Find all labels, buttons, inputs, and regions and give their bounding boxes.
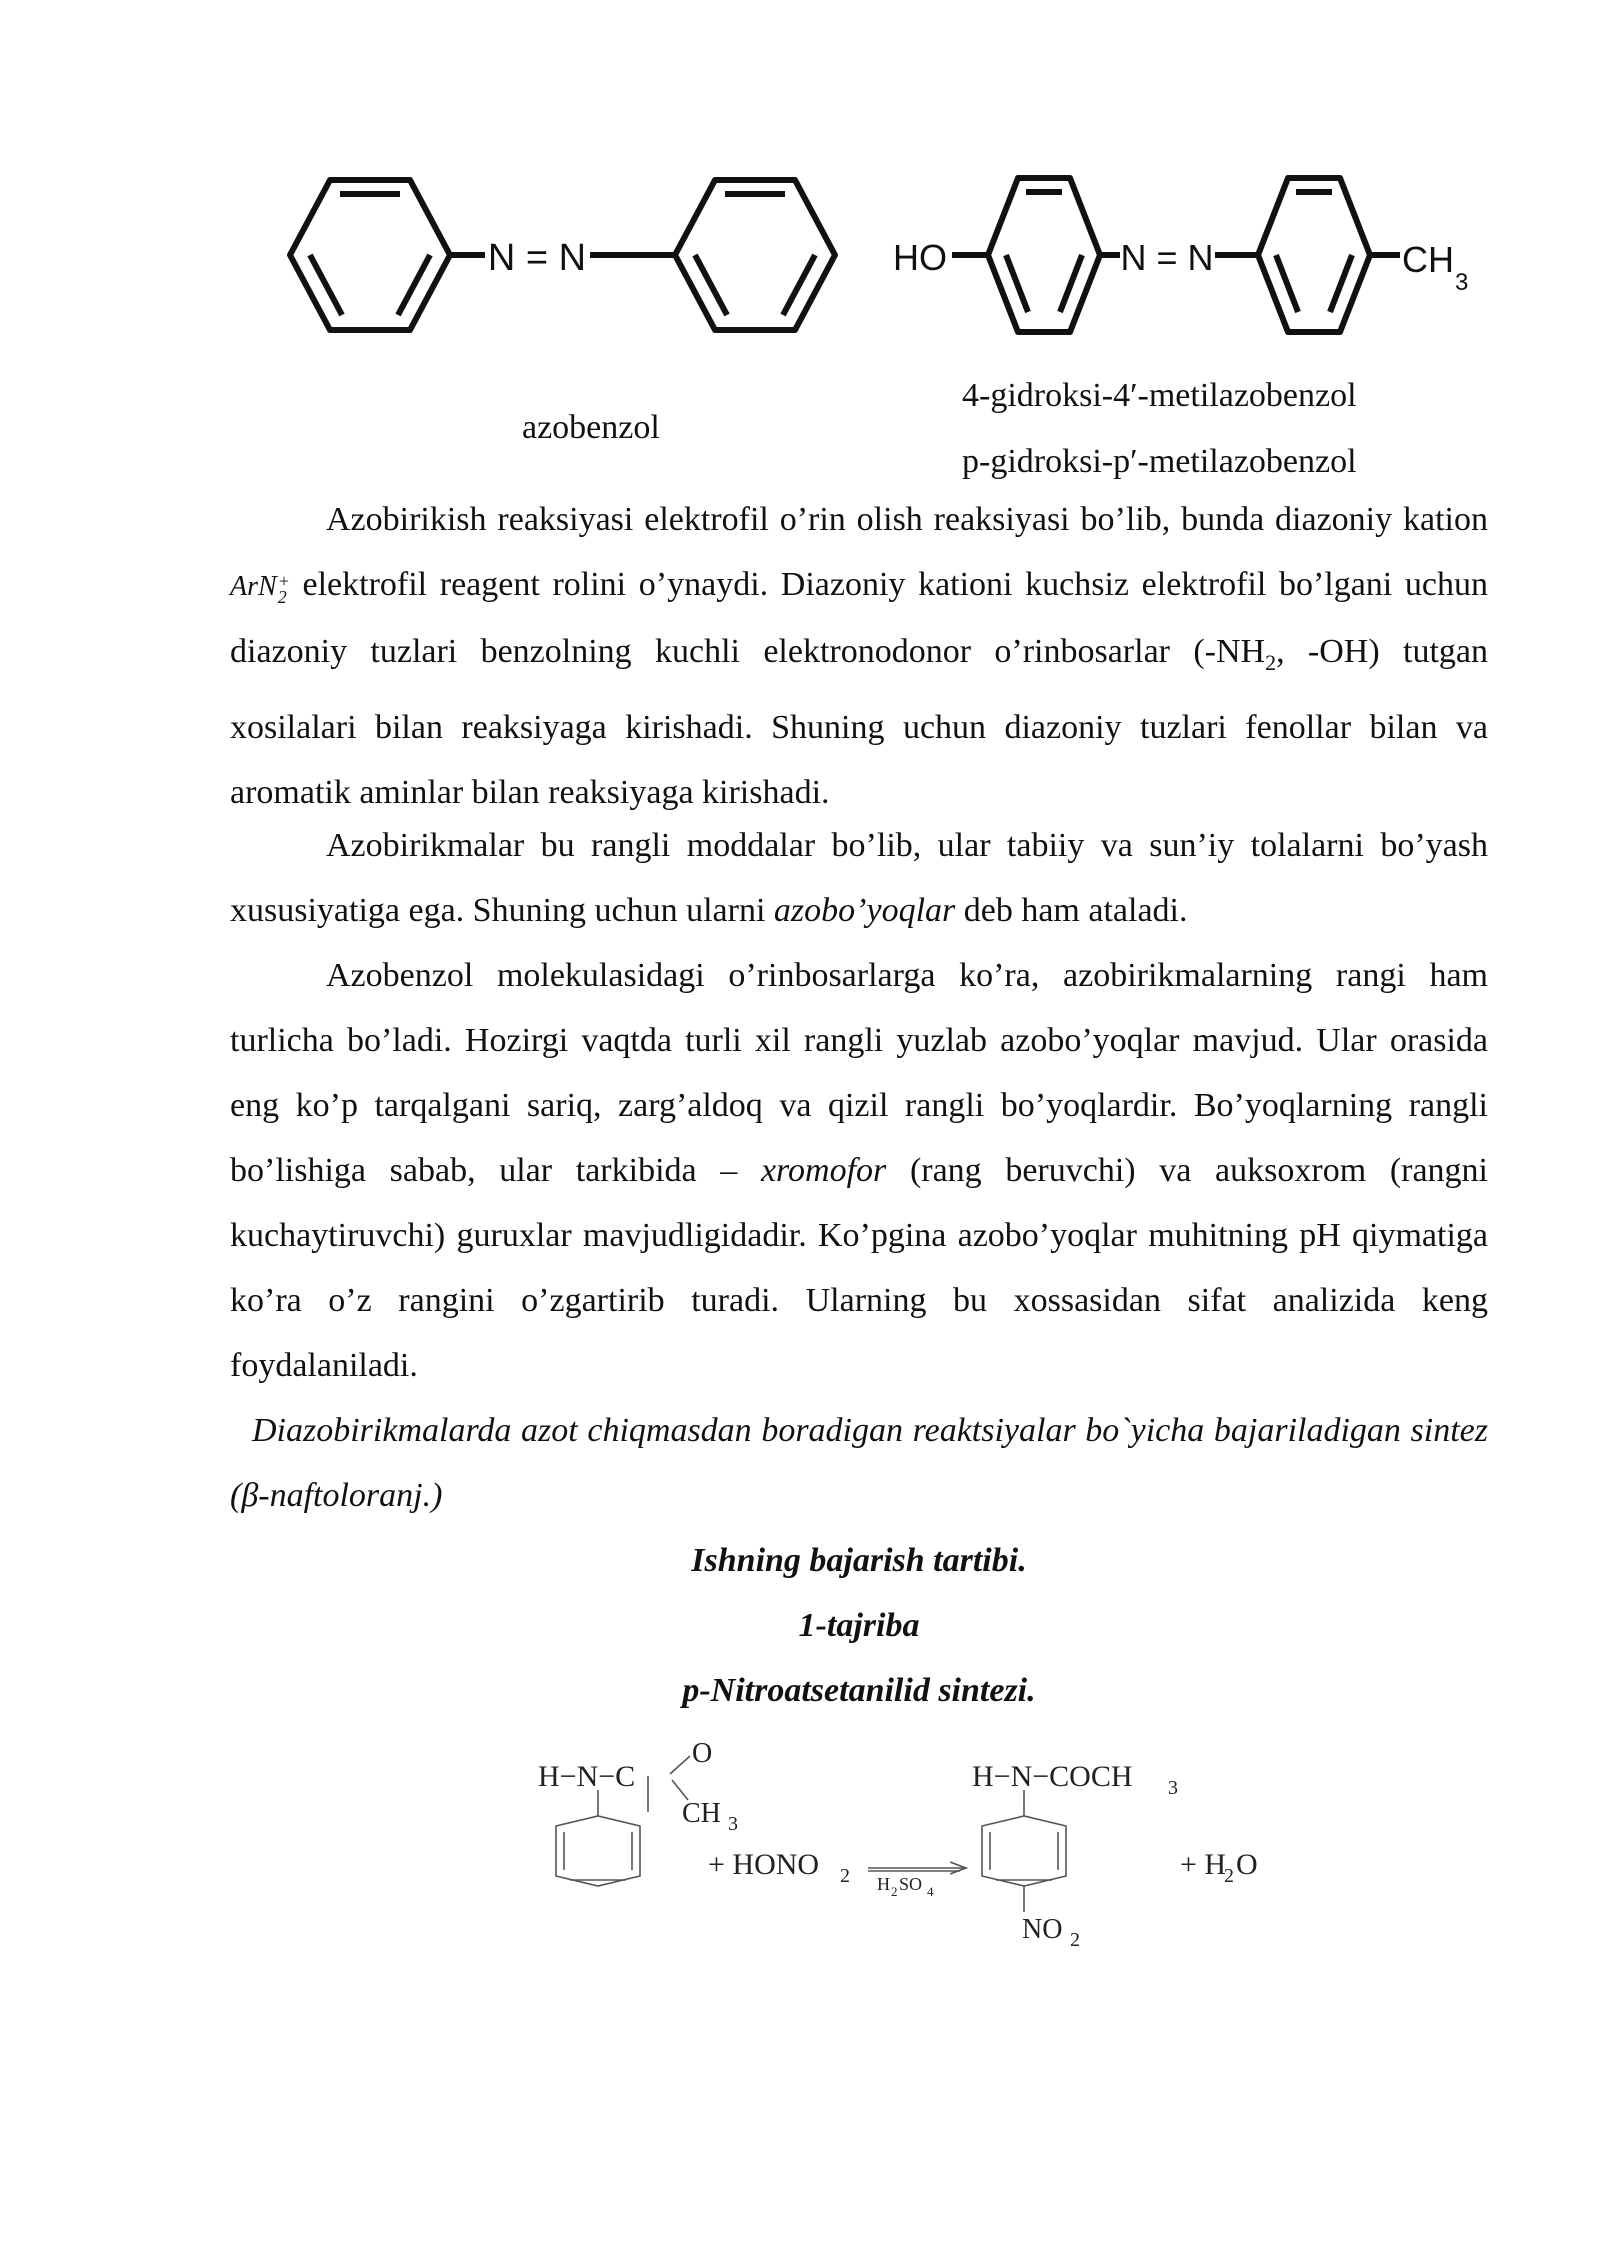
- reactant-oxygen: O: [692, 1738, 713, 1769]
- para2-text-b: deb ham ataladi.: [963, 892, 1188, 929]
- product-nitro-group: NO: [1022, 1914, 1063, 1945]
- hydroxy-group-label: HO: [893, 237, 947, 278]
- hydroxy-methylazobenzene-structure: [890, 160, 1480, 350]
- reactant-amide-chain: H−N−C: [538, 1760, 636, 1793]
- para2-text-a: Azobirikmalar bu rangli moddalar bo’lib, ular tabiiy va sun’iy tolalarni bo’yash xususiyatiga ega. Shuning uchun ularni: [230, 827, 1488, 929]
- para1-text-c: , -OH) tutgan xosilalari bilan reaksiyaga kirishadi. Shuning uchun diazoniy tuzlari fenollar bilan va aromatik aminlar bilan reaksiyaga kirishadi.: [230, 633, 1488, 811]
- azobenzene-structure: [280, 160, 850, 350]
- water-oxygen: O: [1236, 1848, 1258, 1881]
- paragraph-synthesis-intro: [230, 1398, 1488, 1528]
- byproduct-water: + H: [1180, 1848, 1227, 1881]
- nh2-subscript: 2: [1265, 649, 1277, 675]
- nitration-reaction-scheme: [530, 1728, 1290, 1958]
- reactant-methyl-sub: 3: [728, 1813, 738, 1835]
- heading-synthesis-title: p-Nitroatsetanilid sintezi.: [682, 1672, 1036, 1709]
- paragraph-azo-coupling: [230, 487, 1488, 825]
- azo-group-label-2: N = N: [1120, 237, 1214, 278]
- compound-name-para: p-gidroksi-p′-metilazobenzol: [962, 443, 1357, 480]
- para3-italic-term: xromofor: [760, 1152, 887, 1189]
- para4-text-a: Diazobirikmalarda azot chiqmasdan boradigan reaktsiyalar bo`yicha bajariladigan sintez (: [230, 1412, 1488, 1514]
- heading-experiment-1: 1-tajriba: [798, 1607, 920, 1644]
- para1-text-b: elektrofil reagent rolini o’ynaydi. Diazoniy kationi kuchsiz elektrofil bo’lgani uchun diazoniy tuzlari benzolning kuchli elektronodonor o’rinbosarlar (-NH: [230, 566, 1488, 670]
- methyl-group-label: CH: [1402, 239, 1454, 280]
- reactant-methyl: CH: [682, 1798, 721, 1829]
- para1-text-a: Azobirikish reaksiyasi elektrofil o’rin olish reaksiyasi bo’lib, bunda diazoniy kation: [326, 501, 1488, 538]
- product-amide-chain: H−N−COCH: [972, 1760, 1133, 1793]
- paragraph-azo-dyes: [230, 813, 1488, 943]
- para3-text-a: Azobenzol molekulasidagi o’rinbosarlarga ko’ra, azobirikmalarning rangi ham turlicha bo’ladi. Hozirgi vaqtda turli xil rangli yuzlab azobo’yoqlar mavjud. Ular orasida eng ko’p tarqalgani sariq, zarg’aldoq va qizil rangli bo’yoqlardir. Bo’yoqlarning rangli bo’lishiga sabab, ular tarkibida –: [230, 957, 1488, 1189]
- catalyst-so: SO: [899, 1874, 923, 1894]
- methyl-subscript: 3: [1455, 269, 1469, 296]
- catalyst-sub1: 2: [891, 1884, 898, 1899]
- paragraph-dye-colors: [230, 943, 1488, 1398]
- para4-text-b: -naftoloranj.): [258, 1477, 443, 1514]
- compound-name-systematic: 4-gidroksi-4′-metilazobenzol: [962, 377, 1357, 414]
- azo-group-label: N = N: [487, 237, 587, 279]
- product-nitro-sub: 2: [1070, 1929, 1080, 1951]
- water-subscript: 2: [1224, 1865, 1234, 1887]
- reagent-nitric-sub: 2: [840, 1865, 850, 1887]
- para2-italic-term: azobo’yoqlar: [773, 892, 956, 929]
- para3-text-b: (rang beruvchi) va auksoxrom (rangni kuchaytiruvchi) guruxlar mavjudligidadir. Ko’pgina azobo’yoqlar muhitning pH qiymatiga ko’ra o’z rangini o’zgartirib turadi. Ularning bu xossasidan sifat analizida keng foydalaniladi.: [230, 1152, 1488, 1384]
- product-methyl-sub: 3: [1168, 1777, 1178, 1799]
- beta-symbol: β: [241, 1477, 259, 1514]
- reagent-nitric-acid: + HONO: [708, 1848, 820, 1881]
- heading-work-order: Ishning bajarish tartibi.: [691, 1542, 1027, 1579]
- diazonium-cation-formula: ArN + 2: [230, 570, 290, 607]
- azobenzol-label: azobenzol: [522, 409, 660, 446]
- catalyst-sub2: 4: [927, 1884, 934, 1899]
- catalyst-h: H: [877, 1874, 890, 1894]
